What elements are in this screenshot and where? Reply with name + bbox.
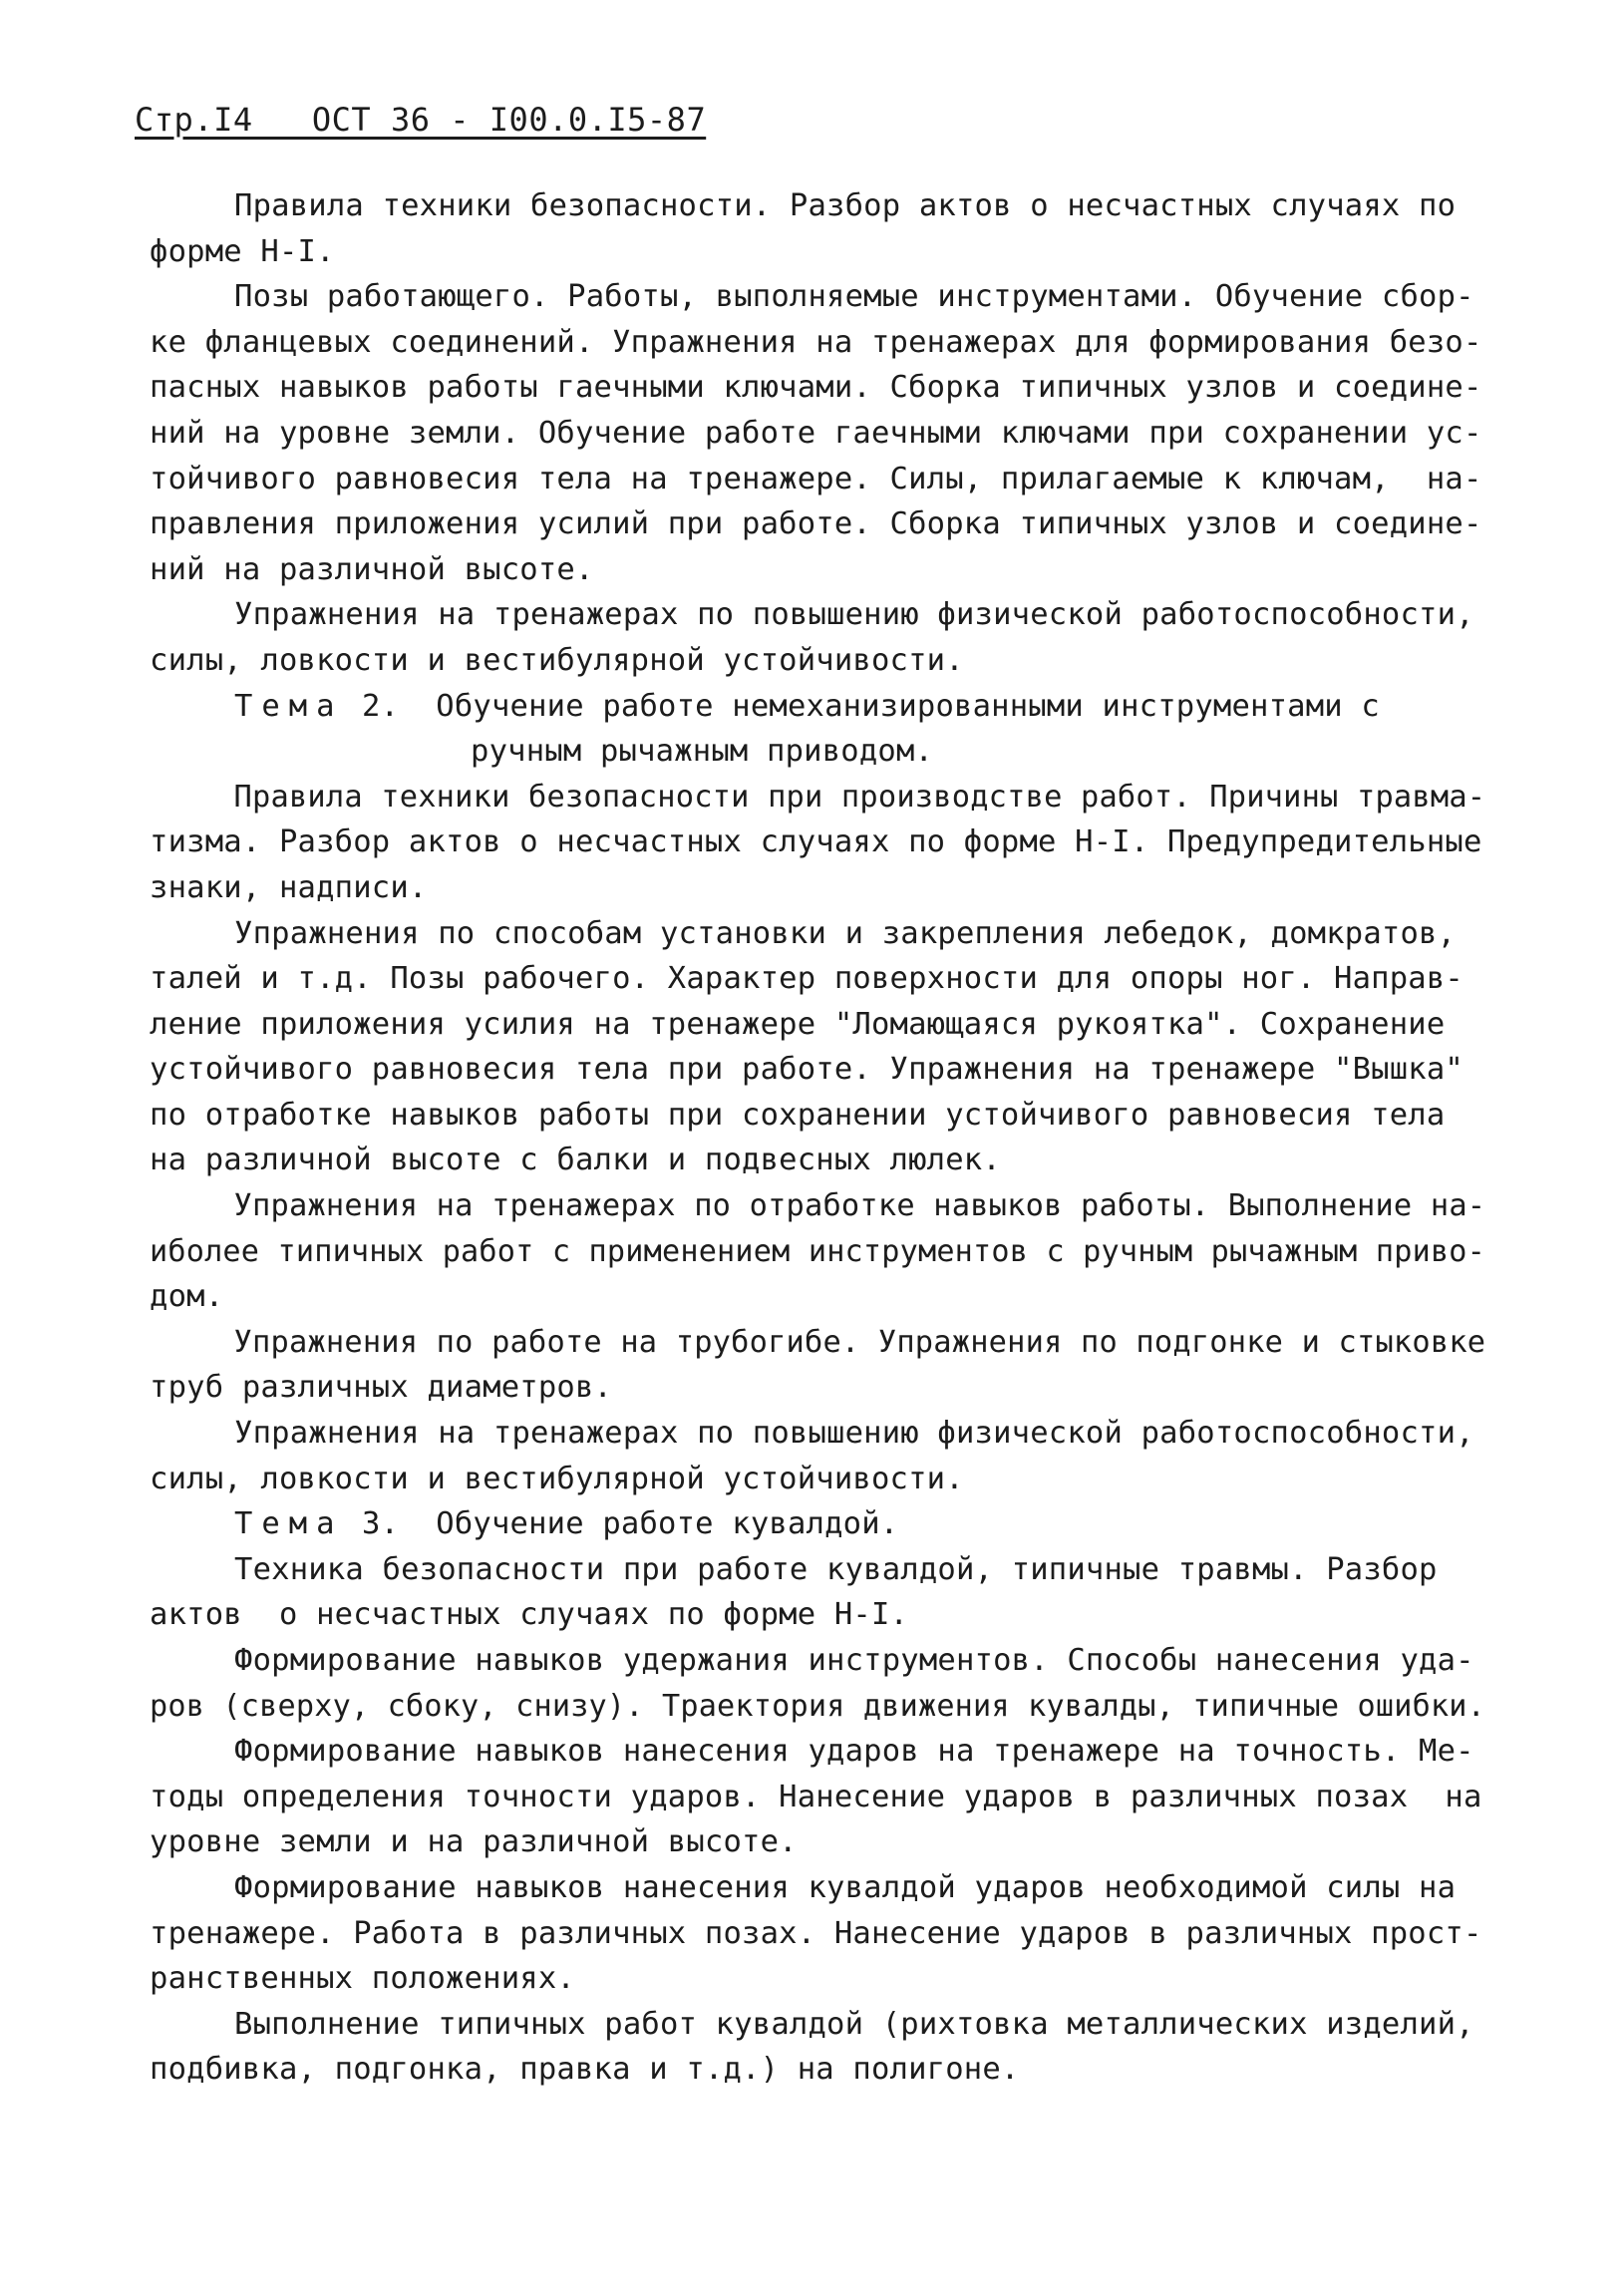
text-line: иболее типичных работ с применением инструментов с ручным рычажным приво- bbox=[150, 1233, 1486, 1269]
text-line: Упражнения на тренажерах по отработке навыков работы. Выполнение на- bbox=[233, 1188, 1486, 1224]
text-line: ний на уровне земли. Обучение работе гаечными ключами при сохранении ус- bbox=[150, 415, 1482, 451]
text-line: талей и т.д. Позы рабочего. Характер поверхности для опоры ног. Направ- bbox=[150, 961, 1463, 997]
text-line: труб различных диаметров. bbox=[150, 1370, 613, 1406]
text-line: на различной высоте с балки и подвесных люлек. bbox=[150, 1143, 1001, 1178]
text-line: тизма. Разбор актов о несчастных случаях по форме Н-I. Предупредительные bbox=[150, 824, 1482, 860]
text-line: Упражнения на тренажерах по повышению физической работоспособности, bbox=[234, 1416, 1474, 1452]
text-line: Позы работающего. Работы, выполняемые инструментами. Обучение сбор- bbox=[234, 279, 1474, 315]
text-line: подбивка, подгонка, правка и т.д.) на полигоне. bbox=[150, 2052, 1020, 2088]
text-line: знаки, надписи. bbox=[150, 869, 428, 905]
text-line: тоды определения точности ударов. Нанесение ударов в различных позах на bbox=[150, 1779, 1482, 1814]
text-line: Формирование навыков нанесения ударов на тренажере на точность. Ме- bbox=[234, 1734, 1474, 1770]
page-header: Стр.I4 ОСТ 36 - I00.0.I5-87 bbox=[135, 101, 707, 139]
topic-heading bbox=[150, 684, 1485, 730]
text-line: Формирование навыков удержания инструментов. Способы нанесения уда- bbox=[234, 1643, 1474, 1678]
text-line: форме Н-I. bbox=[150, 233, 335, 269]
text-line: ление приложения усилия на тренажере "Ломающаяся рукоятка". Сохранение bbox=[150, 1006, 1446, 1042]
text-line: правления приложения усилий при работе. Сборка типичных узлов и соедине- bbox=[150, 506, 1482, 542]
text-line: Техника безопасности при работе кувалдой, типичные травмы. Разбор bbox=[234, 1551, 1438, 1587]
text-line: Упражнения по работе на трубогибе. Упражнения по подгонке и стыковке bbox=[233, 1324, 1486, 1360]
text-line: тойчивого равновесия тела на тренажере. Силы, прилагаемые к ключам, на- bbox=[150, 461, 1482, 496]
topic-title: 3. Обучение работе кувалдой. bbox=[343, 1506, 899, 1542]
text-line: Упражнения по способам установки и закрепления лебедок, домкратов, bbox=[234, 915, 1457, 951]
text-line: Формирование навыков нанесения кувалдой ударов необходимой силы на bbox=[234, 1869, 1457, 1905]
topic-title: 2. Обучение работе немеханизированными инструментами с bbox=[343, 688, 1380, 724]
text-line: ний на различной высоте. bbox=[150, 551, 594, 587]
text-line: устойчивого равновесия тела при работе. Упражнения на тренажере "Вышка" bbox=[150, 1052, 1463, 1088]
text-line: силы, ловкости и вестибулярной устойчивости. bbox=[150, 1461, 964, 1496]
text-line: ке фланцевых соединений. Упражнения на тренажерах для формирования безо- bbox=[150, 324, 1482, 360]
topic-word: Тема bbox=[234, 688, 344, 724]
text-line: пасных навыков работы гаечными ключами. Сборка типичных узлов и соедине- bbox=[150, 370, 1482, 406]
text-line: Выполнение типичных работ кувалдой (рихтовка металлических изделий, bbox=[234, 2006, 1474, 2042]
text-line: тренажере. Работа в различных позах. Нанесение ударов в различных прост- bbox=[150, 1915, 1482, 1951]
text-line: Правила техники безопасности при производстве работ. Причины травма- bbox=[233, 779, 1486, 815]
text-line: ранственных положениях. bbox=[150, 1961, 575, 1997]
text-line: ров (сверху, сбоку, снизу). Траектория движения кувалды, типичные ошибки. bbox=[150, 1688, 1486, 1724]
text-line: по отработке навыков работы при сохранении устойчивого равновесия тела bbox=[150, 1097, 1446, 1133]
document-body bbox=[150, 183, 1485, 2093]
text-line: актов о несчастных случаях по форме Н-I. bbox=[150, 1597, 909, 1633]
topic-heading bbox=[150, 1501, 1485, 1547]
text-line: Упражнения на тренажерах по повышению физической работоспособности, bbox=[234, 597, 1474, 633]
topic-heading-continuation: ручным рычажным приводом. bbox=[471, 734, 934, 770]
text-line: уровне земли и на различной высоте. bbox=[150, 1824, 798, 1860]
text-line: силы, ловкости и вестибулярной устойчивости. bbox=[150, 642, 964, 678]
text-line: Правила техники безопасности. Разбор актов о несчастных случаях по bbox=[234, 188, 1457, 223]
topic-word: Тема bbox=[234, 1506, 344, 1542]
text-line: дом. bbox=[150, 1279, 224, 1315]
